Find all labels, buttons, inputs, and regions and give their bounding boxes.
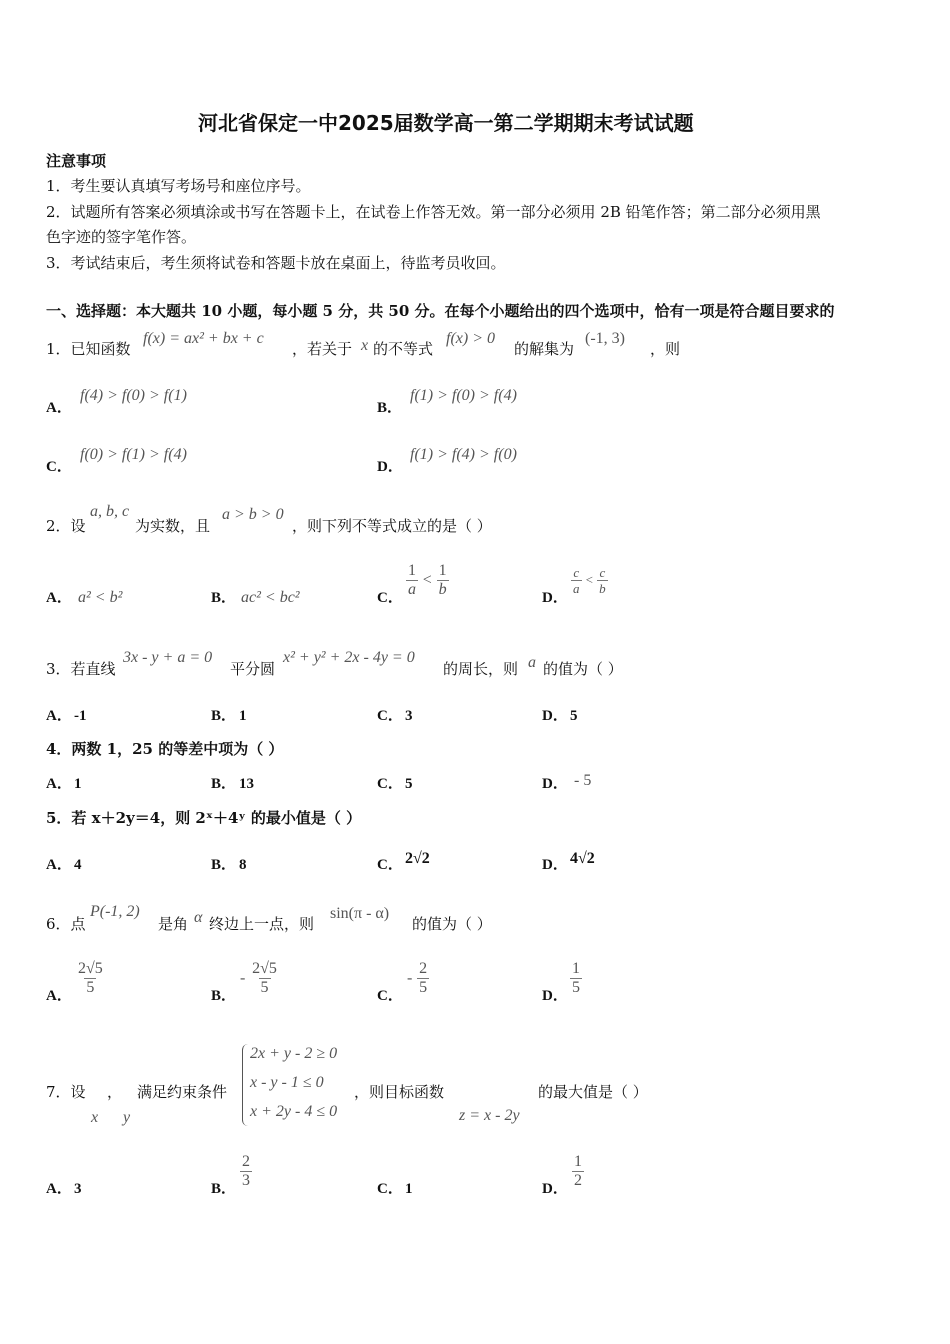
- q4-option-d[interactable]: - 5: [574, 772, 592, 789]
- q2-stem-1: 2．设: [46, 517, 86, 535]
- q6-stem-2: 是角: [158, 915, 189, 933]
- q6-alpha: α: [194, 909, 203, 926]
- q5-option-d[interactable]: 4√2: [570, 850, 595, 867]
- q6-stem-1: 6．点: [46, 915, 86, 933]
- q1-option-d-label[interactable]: D．: [377, 459, 403, 475]
- notice-item-2: 2．试题所有答案必须填涂或书写在答题卡上，在试卷上作答无效。第一部分必须用 2B 铅笔作答；第二部分必须用黑: [46, 203, 821, 221]
- q6-option-c-label[interactable]: C．: [377, 988, 403, 1004]
- notice-item-2-cont: 色字迹的签字笔作答。: [46, 228, 197, 246]
- q5-option-a-label[interactable]: A．: [46, 857, 72, 873]
- q6-option-b-label[interactable]: B．: [211, 988, 237, 1004]
- q1-stem-2: ，若关于: [292, 340, 353, 358]
- q5-option-c-label[interactable]: C．: [377, 857, 403, 873]
- q3-option-b-label[interactable]: B．: [211, 708, 237, 724]
- q7-var-x: x: [91, 1109, 99, 1126]
- q5-option-a[interactable]: 4: [74, 857, 82, 873]
- q2-c-num2: 1: [438, 562, 447, 579]
- q1-solution-set: (-1, 3): [585, 330, 625, 347]
- q7-b-num: 2: [242, 1153, 250, 1170]
- q6-c-den: 5: [419, 979, 428, 996]
- q3-var-a: a: [528, 654, 536, 671]
- q5-option-d-label[interactable]: D．: [542, 857, 568, 873]
- q4-option-c[interactable]: 5: [405, 776, 413, 792]
- q2-option-a[interactable]: a² < b²: [78, 589, 123, 606]
- q2-stem-3: ，则下列不等式成立的是（ ）: [292, 517, 492, 535]
- q2-option-b[interactable]: ac² < bc²: [241, 589, 300, 606]
- q3-line-equation: 3x - y + a = 0: [123, 649, 213, 666]
- q7-option-a-label[interactable]: A．: [46, 1181, 72, 1197]
- q7-option-b-label[interactable]: B．: [211, 1181, 237, 1197]
- constraint-brace: [242, 1044, 249, 1126]
- q1-stem-1: 1．已知函数: [46, 340, 131, 358]
- q5-option-b-label[interactable]: B．: [211, 857, 237, 873]
- notice-item-1: 1．考生要认真填写考场号和座位序号。: [46, 177, 311, 195]
- q6-option-d-label[interactable]: D．: [542, 988, 568, 1004]
- q6-expression: sin(π - α): [330, 905, 390, 922]
- q7-stem-2: ，: [107, 1083, 123, 1101]
- q2-option-a-label[interactable]: A．: [46, 590, 72, 606]
- q3-option-c-label[interactable]: C．: [377, 708, 403, 724]
- q1-option-a-label[interactable]: A．: [46, 400, 72, 416]
- q7-d-den: 2: [574, 1172, 582, 1189]
- q6-b-num: 2√5: [252, 960, 277, 977]
- q2-stem-2: 为实数，且: [135, 517, 211, 535]
- q1-var-x: x: [361, 337, 369, 354]
- q1-option-c[interactable]: f(0) > f(1) > f(4): [80, 446, 187, 463]
- q7-stem-4: ，则目标函数: [354, 1083, 445, 1101]
- q1-stem-5: ，则: [650, 340, 681, 358]
- q7-objective: z = x - 2y: [459, 1107, 520, 1124]
- q7-option-b[interactable]: [240, 1153, 252, 1190]
- q6-a-den: 5: [86, 979, 95, 996]
- q4-stem: 4．两数 1，25 的等差中项为（ ）: [46, 740, 284, 758]
- q2-c-op: <: [422, 571, 432, 589]
- q2-option-c[interactable]: [406, 562, 449, 599]
- page-title: 河北省保定一中2025届数学高一第二学期期末考试试题: [198, 111, 694, 135]
- q7-b-den: 3: [242, 1172, 250, 1189]
- q4-option-b[interactable]: 13: [239, 776, 254, 792]
- q1-inequality: f(x) > 0: [446, 330, 495, 347]
- q1-option-b-label[interactable]: B．: [377, 400, 403, 416]
- q2-vars: a, b, c: [90, 503, 130, 520]
- q4-option-c-label[interactable]: C．: [377, 776, 403, 792]
- q3-option-c[interactable]: 3: [405, 708, 413, 724]
- q3-option-a-label[interactable]: A．: [46, 708, 72, 724]
- q7-constraint-2: x - y - 1 ≤ 0: [250, 1074, 324, 1091]
- q5-option-c[interactable]: 2√2: [405, 850, 430, 867]
- q2-c-num1: 1: [408, 562, 416, 579]
- q1-option-d[interactable]: f(1) > f(4) > f(0): [410, 446, 517, 463]
- q2-d-den2: b: [599, 581, 606, 596]
- q6-option-d[interactable]: [570, 960, 582, 997]
- q6-a-num: 2√5: [78, 960, 103, 977]
- q1-option-b[interactable]: f(1) > f(0) > f(4): [410, 387, 517, 404]
- q1-stem-4: 的解集为: [514, 340, 575, 358]
- q6-option-a[interactable]: [76, 960, 105, 997]
- section-heading: 一、选择题：本大题共 10 小题，每小题 5 分，共 50 分。在每个小题给出的四个选项中，恰有一项是符合题目要求的: [46, 302, 835, 320]
- q6-stem-3: 终边上一点，则: [209, 915, 315, 933]
- q7-stem-1: 7．设: [46, 1083, 86, 1101]
- q1-stem-3: 的不等式: [373, 340, 434, 358]
- q6-b-sign: -: [240, 969, 246, 987]
- q2-option-b-label[interactable]: B．: [211, 590, 237, 606]
- q7-stem-3: 满足约束条件: [137, 1083, 228, 1101]
- q4-option-a[interactable]: 1: [74, 776, 82, 792]
- q7-var-y: y: [123, 1109, 131, 1126]
- q2-c-den1: a: [408, 581, 416, 598]
- q5-option-b[interactable]: 8: [239, 857, 247, 873]
- q2-option-d-label[interactable]: D．: [542, 590, 568, 606]
- q1-option-c-label[interactable]: C．: [46, 459, 72, 475]
- q1-function-formula: f(x) = ax² + bx + c: [143, 330, 264, 347]
- q2-d-op: <: [585, 572, 593, 587]
- q7-option-c-label[interactable]: C．: [377, 1181, 403, 1197]
- q2-condition: a > b > 0: [222, 506, 284, 523]
- q6-stem-4: 的值为（ ）: [412, 915, 492, 933]
- q6-d-num: 1: [572, 960, 580, 977]
- q7-constraint-3: x + 2y - 4 ≤ 0: [250, 1103, 338, 1120]
- notice-item-3: 3．考试结束后，考生须将试卷和答题卡放在桌面上，待监考员收回。: [46, 254, 506, 272]
- q1-option-a[interactable]: f(4) > f(0) > f(1): [80, 387, 187, 404]
- q6-c-sign: -: [407, 969, 413, 987]
- q3-stem-3: 的周长，则: [443, 660, 519, 678]
- q6-option-c[interactable]: [407, 960, 429, 997]
- q3-circle-equation: x² + y² + 2x - 4y = 0: [283, 649, 415, 666]
- q6-b-den: 5: [260, 979, 269, 996]
- q7-option-a[interactable]: 3: [74, 1181, 82, 1197]
- q7-d-num: 1: [574, 1153, 582, 1170]
- q2-option-c-label[interactable]: C．: [377, 590, 403, 606]
- q4-option-b-label[interactable]: B．: [211, 776, 237, 792]
- q7-option-d[interactable]: [572, 1153, 584, 1190]
- q3-stem-2: 平分圆: [230, 660, 276, 678]
- q4-option-a-label[interactable]: A．: [46, 776, 72, 792]
- q7-option-c[interactable]: 1: [405, 1181, 413, 1197]
- q3-option-d[interactable]: 5: [570, 708, 578, 724]
- q2-d-num2: c: [599, 565, 606, 580]
- q4-option-d-label[interactable]: D．: [542, 776, 568, 792]
- q7-option-d-label[interactable]: D．: [542, 1181, 568, 1197]
- q2-c-den2: b: [438, 581, 447, 598]
- q7-constraint-1: 2x + y - 2 ≥ 0: [250, 1045, 338, 1062]
- q3-option-d-label[interactable]: D．: [542, 708, 568, 724]
- q6-c-num: 2: [419, 960, 428, 977]
- q2-option-d[interactable]: [571, 565, 608, 596]
- q6-option-a-label[interactable]: A．: [46, 988, 72, 1004]
- q3-stem-1: 3．若直线: [46, 660, 116, 678]
- q6-option-b[interactable]: [240, 960, 279, 997]
- q5-stem: 5．若 x＋2y＝4，则 2ˣ＋4ʸ 的最小值是（ ）: [46, 809, 362, 827]
- q3-option-b[interactable]: 1: [239, 708, 247, 724]
- q6-point: P(-1, 2): [90, 903, 140, 920]
- q3-option-a[interactable]: -1: [74, 708, 87, 724]
- q7-stem-5: 的最大值是（ ）: [538, 1083, 648, 1101]
- q6-d-den: 5: [572, 979, 580, 996]
- notice-heading: 注意事项: [46, 152, 107, 170]
- q2-d-den1: a: [573, 581, 580, 596]
- q2-d-num1: c: [573, 565, 580, 580]
- q3-stem-4: 的值为（ ）: [543, 660, 623, 678]
